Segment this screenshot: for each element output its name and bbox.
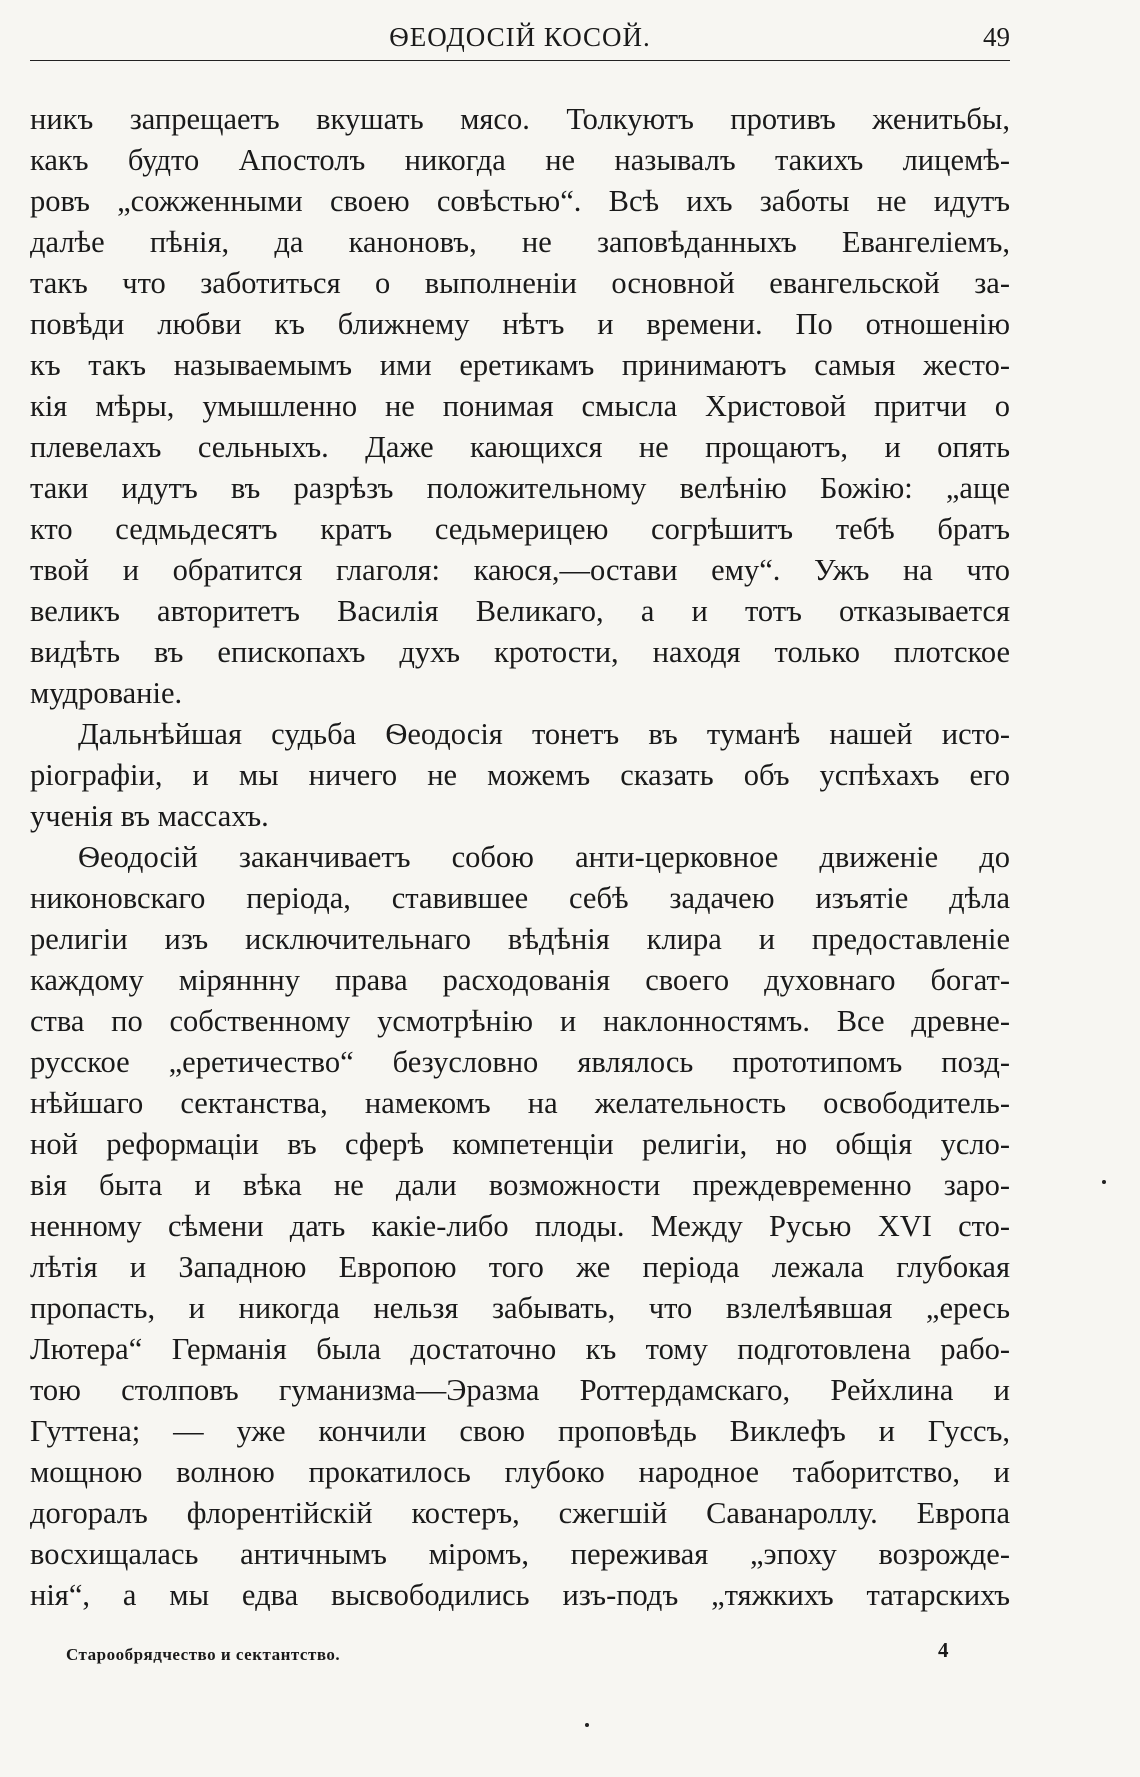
- text-line: каждому міряннну права расходованія своего духовнаго богат-: [30, 963, 1010, 997]
- text-line: Ѳеодосій заканчиваетъ собою анти-церковное движеніе до: [78, 840, 1010, 874]
- page-header: [30, 14, 1010, 58]
- text-line: ученія въ массахъ.: [30, 799, 269, 833]
- text-line: мощною волною прокатилось глубоко народное таборитство, и: [30, 1455, 1010, 1489]
- text-line: повѣди любви къ ближнему нѣтъ и времени. По отношенію: [30, 307, 1010, 341]
- text-line: ненному сѣмени дать какіе-либо плоды. Между Русью XVI сто-: [30, 1209, 1010, 1243]
- text-line: нія“, а мы едва высвободились изъ-подъ „тяжкихъ татарскихъ: [30, 1578, 1010, 1612]
- text-line: тою столповъ гуманизма—Эразма Роттердамскаго, Рейхлина и: [30, 1373, 1010, 1407]
- text-line: плевелахъ сельныхъ. Даже кающихся не прощаютъ, и опять: [30, 430, 1010, 464]
- text-line: Гуттена; — уже кончили свою проповѣдь Виклефъ и Гуссъ,: [30, 1414, 1010, 1448]
- text-line: ріографіи, и мы ничего не можемъ сказать объ успѣхахъ его: [30, 758, 1010, 792]
- text-line: религіи изъ исключительнаго вѣдѣнія клира и предоставленіе: [30, 922, 1010, 956]
- text-line: видѣть въ епископахъ духъ кротости, находя только плотское: [30, 635, 1010, 669]
- text-line: никъ запрещаетъ вкушать мясо. Толкуютъ противъ женитьбы,: [30, 102, 1010, 136]
- text-line: какъ будто Апостолъ никогда не называлъ такихъ лицемѣ-: [30, 143, 1010, 177]
- text-line: великъ авторитетъ Василія Великаго, а и тотъ отказывается: [30, 594, 1010, 628]
- text-line: далѣе пѣнія, да каноновъ, не заповѣданныхъ Евангеліемъ,: [30, 225, 1010, 259]
- text-line: ства по собственному усмотрѣнію и наклонностямъ. Все древне-: [30, 1004, 1010, 1038]
- text-line: никоновскаго періода, ставившее себѣ задачею изъятіе дѣла: [30, 881, 1010, 915]
- text-line: ровъ „сожженными своею совѣстью“. Всѣ ихъ заботы не идутъ: [30, 184, 1010, 218]
- print-speck: [585, 1723, 589, 1727]
- printer-signature-title: Старообрядчество и сектантство.: [66, 1645, 341, 1664]
- paragraph: [30, 99, 1010, 714]
- text-line: твой и обратится глаголя: каюся,—остави ему“. Ужъ на что: [30, 553, 1010, 587]
- text-line: нѣйшаго сектанства, намекомъ на желательность освободитель-: [30, 1086, 1010, 1120]
- text-line: къ такъ называемымъ ими еретикамъ принимаютъ самыя жесто-: [30, 348, 1010, 382]
- text-line: таки идутъ въ разрѣзъ положительному велѣнію Божію: „аще: [30, 471, 1010, 505]
- running-title: ѲЕОДОСІЙ КОСОЙ.: [389, 22, 651, 52]
- paragraph: [30, 714, 1010, 837]
- print-speck: [1102, 1180, 1106, 1184]
- text-line: Дальнѣйшая судьба Ѳеодосія тонетъ въ туманѣ нашей исто-: [78, 717, 1010, 751]
- text-line: мудрованіе.: [30, 676, 183, 710]
- text-line: догоралъ флорентійскій костеръ, сжегшій Саванароллу. Европа: [30, 1496, 1010, 1530]
- text-line: восхищалась античнымъ міромъ, переживая „эпоху возрожде-: [30, 1537, 1010, 1571]
- text-line: пропасть, и никогда нельзя забывать, что взлелѣявшая „ересь: [30, 1291, 1010, 1325]
- paragraph: [30, 837, 1010, 1616]
- text-line: кто седмьдесятъ кратъ седьмерицею согрѣшитъ тебѣ братъ: [30, 512, 1010, 546]
- printer-signature-number: 4: [938, 1638, 949, 1662]
- page-number: 49: [983, 22, 1010, 52]
- body-text: [30, 99, 1010, 1616]
- header-rule: [30, 60, 1010, 61]
- text-line: вія быта и вѣка не дали возможности преждевременно зaро-: [30, 1168, 1010, 1202]
- text-line: Лютера“ Германія была достаточно къ тому подготовлена рабо-: [30, 1332, 1010, 1366]
- text-line: ной реформаціи въ сферѣ компетенціи религіи, но общія усло-: [30, 1127, 1010, 1161]
- text-line: такъ что заботиться о выполненіи основной евангельской за-: [30, 266, 1010, 300]
- text-line: кія мѣры, умышленно не понимая смысла Христовой притчи о: [30, 389, 1010, 423]
- text-line: лѣтія и Западною Европою того же періода лежала глубокая: [30, 1250, 1010, 1284]
- text-line: русское „еретичество“ безусловно являлось прототипомъ позд-: [30, 1045, 1010, 1079]
